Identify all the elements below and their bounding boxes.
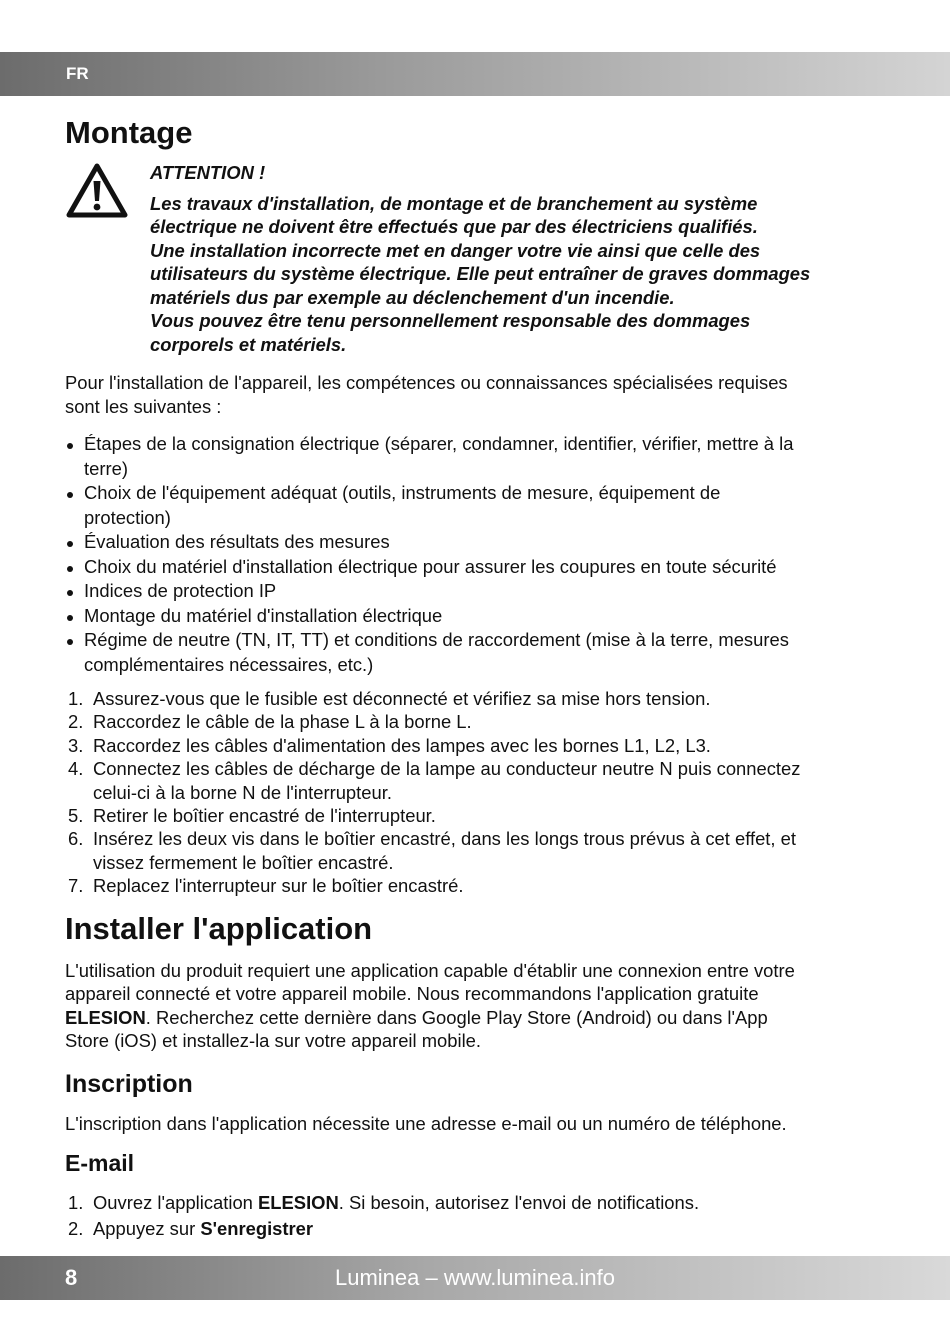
page-number: 8 (65, 1265, 78, 1290)
step-item: 6. Insérez les deux vis dans le boîtier encastré, dans les longs trous prévus à cet effet, et vissez fermement le boîtier encastré. (68, 828, 796, 873)
app-line: appareil connecté et votre appareil mobile. Nous recommandons l'application gratuite (65, 983, 759, 1005)
app-line: Store (iOS) et installez-la sur votre appareil mobile. (65, 1030, 481, 1052)
step-item: 7. Replacez l'interrupteur sur le boîtier encastré. (68, 875, 464, 897)
list-item: Régime de neutre (TN, IT, TT) et conditions de raccordement (mise à la terre, mesures complémentaires nécessaires, etc.) (65, 628, 885, 677)
warning-block (65, 161, 885, 356)
footer-text: Luminea – www.luminea.info (334, 1265, 616, 1290)
step-item: 3. Raccordez les câbles d'alimentation des lampes avec les bornes L1, L2, L3. (68, 734, 711, 756)
section-title-email: E-mail (65, 1150, 135, 1177)
warning-line: électrique ne doivent être effectués que par des électriciens qualifiés. (150, 216, 758, 237)
step-item: 1. Ouvrez l'application ELESION. Si besoin, autorisez l'envoi de notifications. (68, 1192, 700, 1214)
step-item: 4. Connectez les câbles de décharge de la lampe au conducteur neutre N puis connectez celui-ci à la borne N de l'interrupteur. (68, 758, 801, 803)
section-title-montage: Montage (65, 115, 193, 150)
list-item: Évaluation des résultats des mesures (65, 530, 885, 555)
skills-list (65, 432, 885, 677)
app-paragraph (65, 959, 885, 1053)
section-title-app: Installer l'application (65, 910, 373, 946)
step-item: 5. Retirer le boîtier encastré de l'interrupteur. (68, 805, 436, 827)
inscription-text: L'inscription dans l'application nécessite une adresse e-mail ou un numéro de téléphone. (65, 1112, 787, 1134)
warning-line: Vous pouvez être tenu personnellement responsable des dommages (150, 310, 751, 331)
list-item: Étapes de la consignation électrique (séparer, condamner, identifier, vérifier, mettre à la terre) (65, 432, 885, 481)
intro-line: sont les suivantes : (65, 395, 222, 417)
header-bar (0, 52, 950, 96)
list-item: Choix du matériel d'installation électrique pour assurer les coupures en toute sécurité (65, 555, 885, 580)
email-steps (65, 1191, 885, 1240)
intro-paragraph (65, 371, 885, 418)
warning-line: utilisateurs du système électrique. Elle peut entraîner de graves dommages (150, 263, 811, 284)
step-item: 2. Appuyez sur S'enregistrer (68, 1217, 314, 1239)
montage-steps (65, 687, 885, 898)
warning-line: Les travaux d'installation, de montage et de branchement au système (150, 192, 758, 214)
list-item: Montage du matériel d'installation électrique (65, 604, 885, 629)
warning-line: Une installation incorrecte met en danger votre vie ainsi que celle des (150, 239, 761, 261)
list-item: Indices de protection IP (65, 579, 885, 604)
app-line: ELESION. Recherchez cette dernière dans Google Play Store (Android) ou dans l'App (65, 1006, 768, 1028)
warning-title: ATTENTION ! (150, 162, 266, 183)
list-item: Choix de l'équipement adéquat (outils, instruments de mesure, équipement de protection) (65, 481, 885, 530)
app-line: L'utilisation du produit requiert une application capable d'établir une connexion entre votre (65, 959, 795, 981)
step-item: 2. Raccordez le câble de la phase L à la borne L. (68, 711, 472, 733)
warning-triangle-icon (65, 161, 129, 219)
section-title-inscription: Inscription (65, 1069, 193, 1098)
app-name: ELESION (65, 1006, 146, 1028)
language-label: FR (66, 64, 89, 83)
intro-line: Pour l'installation de l'appareil, les compétences ou connaissances spécialisées requises (65, 372, 788, 393)
step-item: 1. Assurez-vous que le fusible est déconnecté et vérifiez sa mise hors tension. (68, 688, 711, 709)
warning-line: corporels et matériels. (150, 333, 347, 355)
warning-line: matériels dus par exemple au déclenchement d'un incendie. (150, 286, 675, 308)
page-content (65, 114, 885, 1240)
footer-bar (0, 1256, 950, 1300)
